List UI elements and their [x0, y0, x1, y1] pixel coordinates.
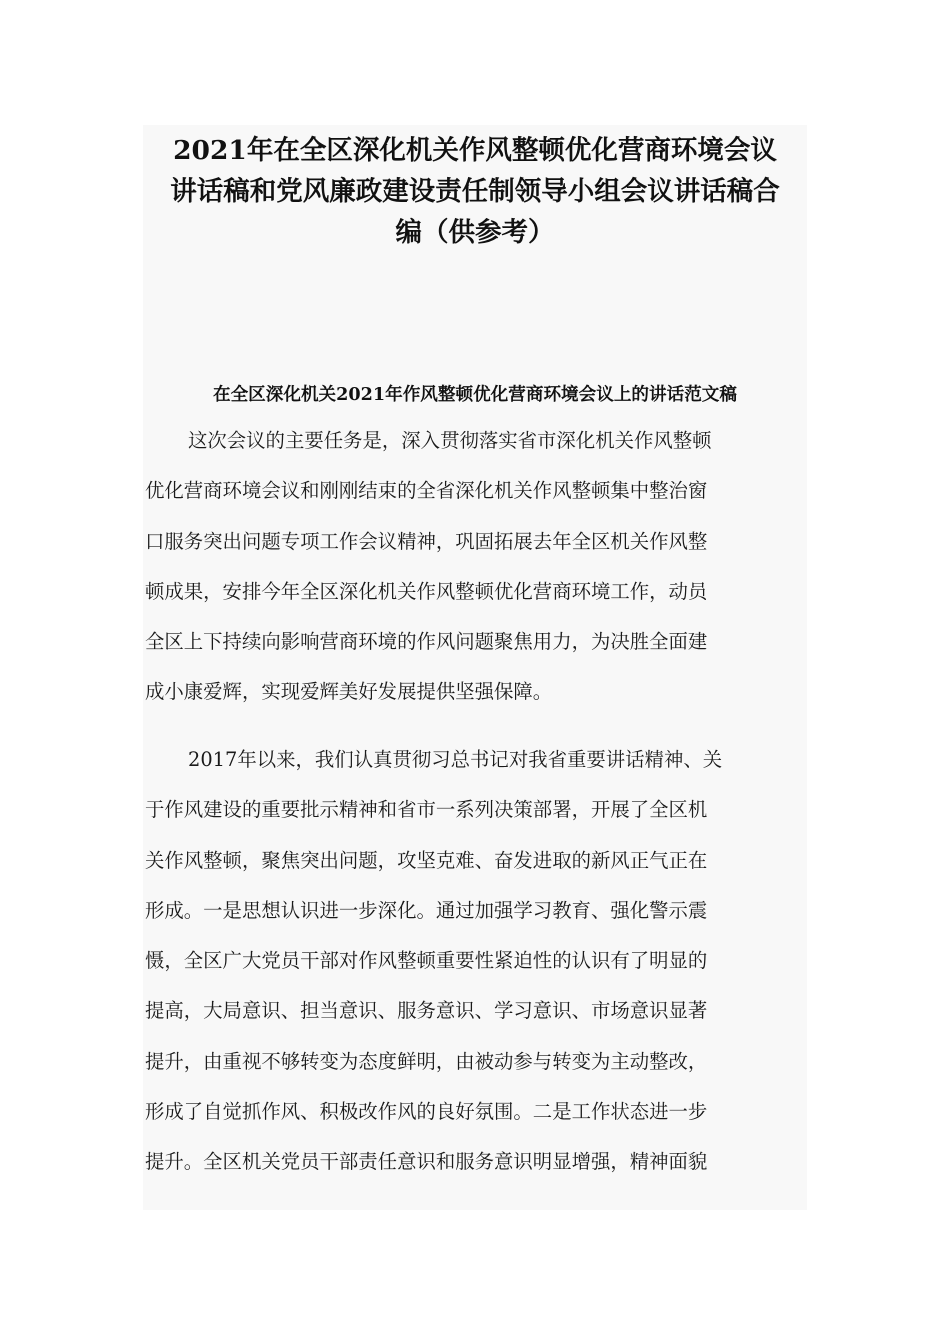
paragraph-line: 形成。一是思想认识进一步深化。通过加强学习教育、强化警示震: [145, 898, 708, 922]
paragraph-line: 优化营商环境会议和刚刚结束的全省深化机关作风整顿集中整治窗: [145, 479, 708, 503]
paragraph-line: 这次会议的主要任务是，深入贯彻落实省市深化机关作风整顿: [188, 429, 712, 452]
paragraph-line: 于作风建设的重要批示精神和省市一系列决策部署，开展了全区机: [145, 798, 708, 822]
title-line: 讲话稿和党风廉政建设责任制领导小组会议讲话稿合: [170, 176, 780, 207]
body-paragraph: [145, 416, 807, 718]
section-heading: 在全区深化机关2021年作风整顿优化营商环境会议上的讲话范文稿: [212, 384, 737, 405]
paragraph-line: 提升，由重视不够转变为态度鲜明，由被动参与转变为主动整改，: [145, 1049, 708, 1073]
paragraph-line: 形成了自觉抓作风、积极改作风的良好氛围。二是工作状态进一步: [145, 1100, 708, 1124]
paragraph-line: 慑，全区广大党员干部对作风整顿重要性紧迫性的认识有了明显的: [145, 949, 708, 973]
body-paragraph: [145, 735, 807, 1188]
paragraph-line: 提高，大局意识、担当意识、服务意识、学习意识、市场意识显著: [145, 999, 708, 1023]
paragraph-line: 顿成果，安排今年全区深化机关作风整顿优化营商环境工作，动员: [145, 579, 708, 603]
title-line: 编（供参考）: [395, 217, 555, 248]
document-title: [143, 130, 807, 253]
paragraph-line: 2017年以来，我们认真贯彻习总书记对我省重要讲话精神、关: [188, 748, 723, 771]
paragraph-line: 口服务突出问题专项工作会议精神，巩固拓展去年全区机关作风整: [145, 529, 708, 553]
title-line: 2021年在全区深化机关作风整顿优化营商环境会议: [173, 135, 777, 166]
paragraph-line: 提升。全区机关党员干部责任意识和服务意识明显增强，精神面貌: [145, 1150, 708, 1174]
paragraph-line: 成小康爱辉，实现爱辉美好发展提供坚强保障。: [145, 680, 553, 704]
paragraph-line: 全区上下持续向影响营商环境的作风问题聚焦用力，为决胜全面建: [145, 630, 708, 654]
paragraph-line: 关作风整顿，聚焦突出问题，攻坚克难、奋发进取的新风正气正在: [145, 848, 708, 872]
